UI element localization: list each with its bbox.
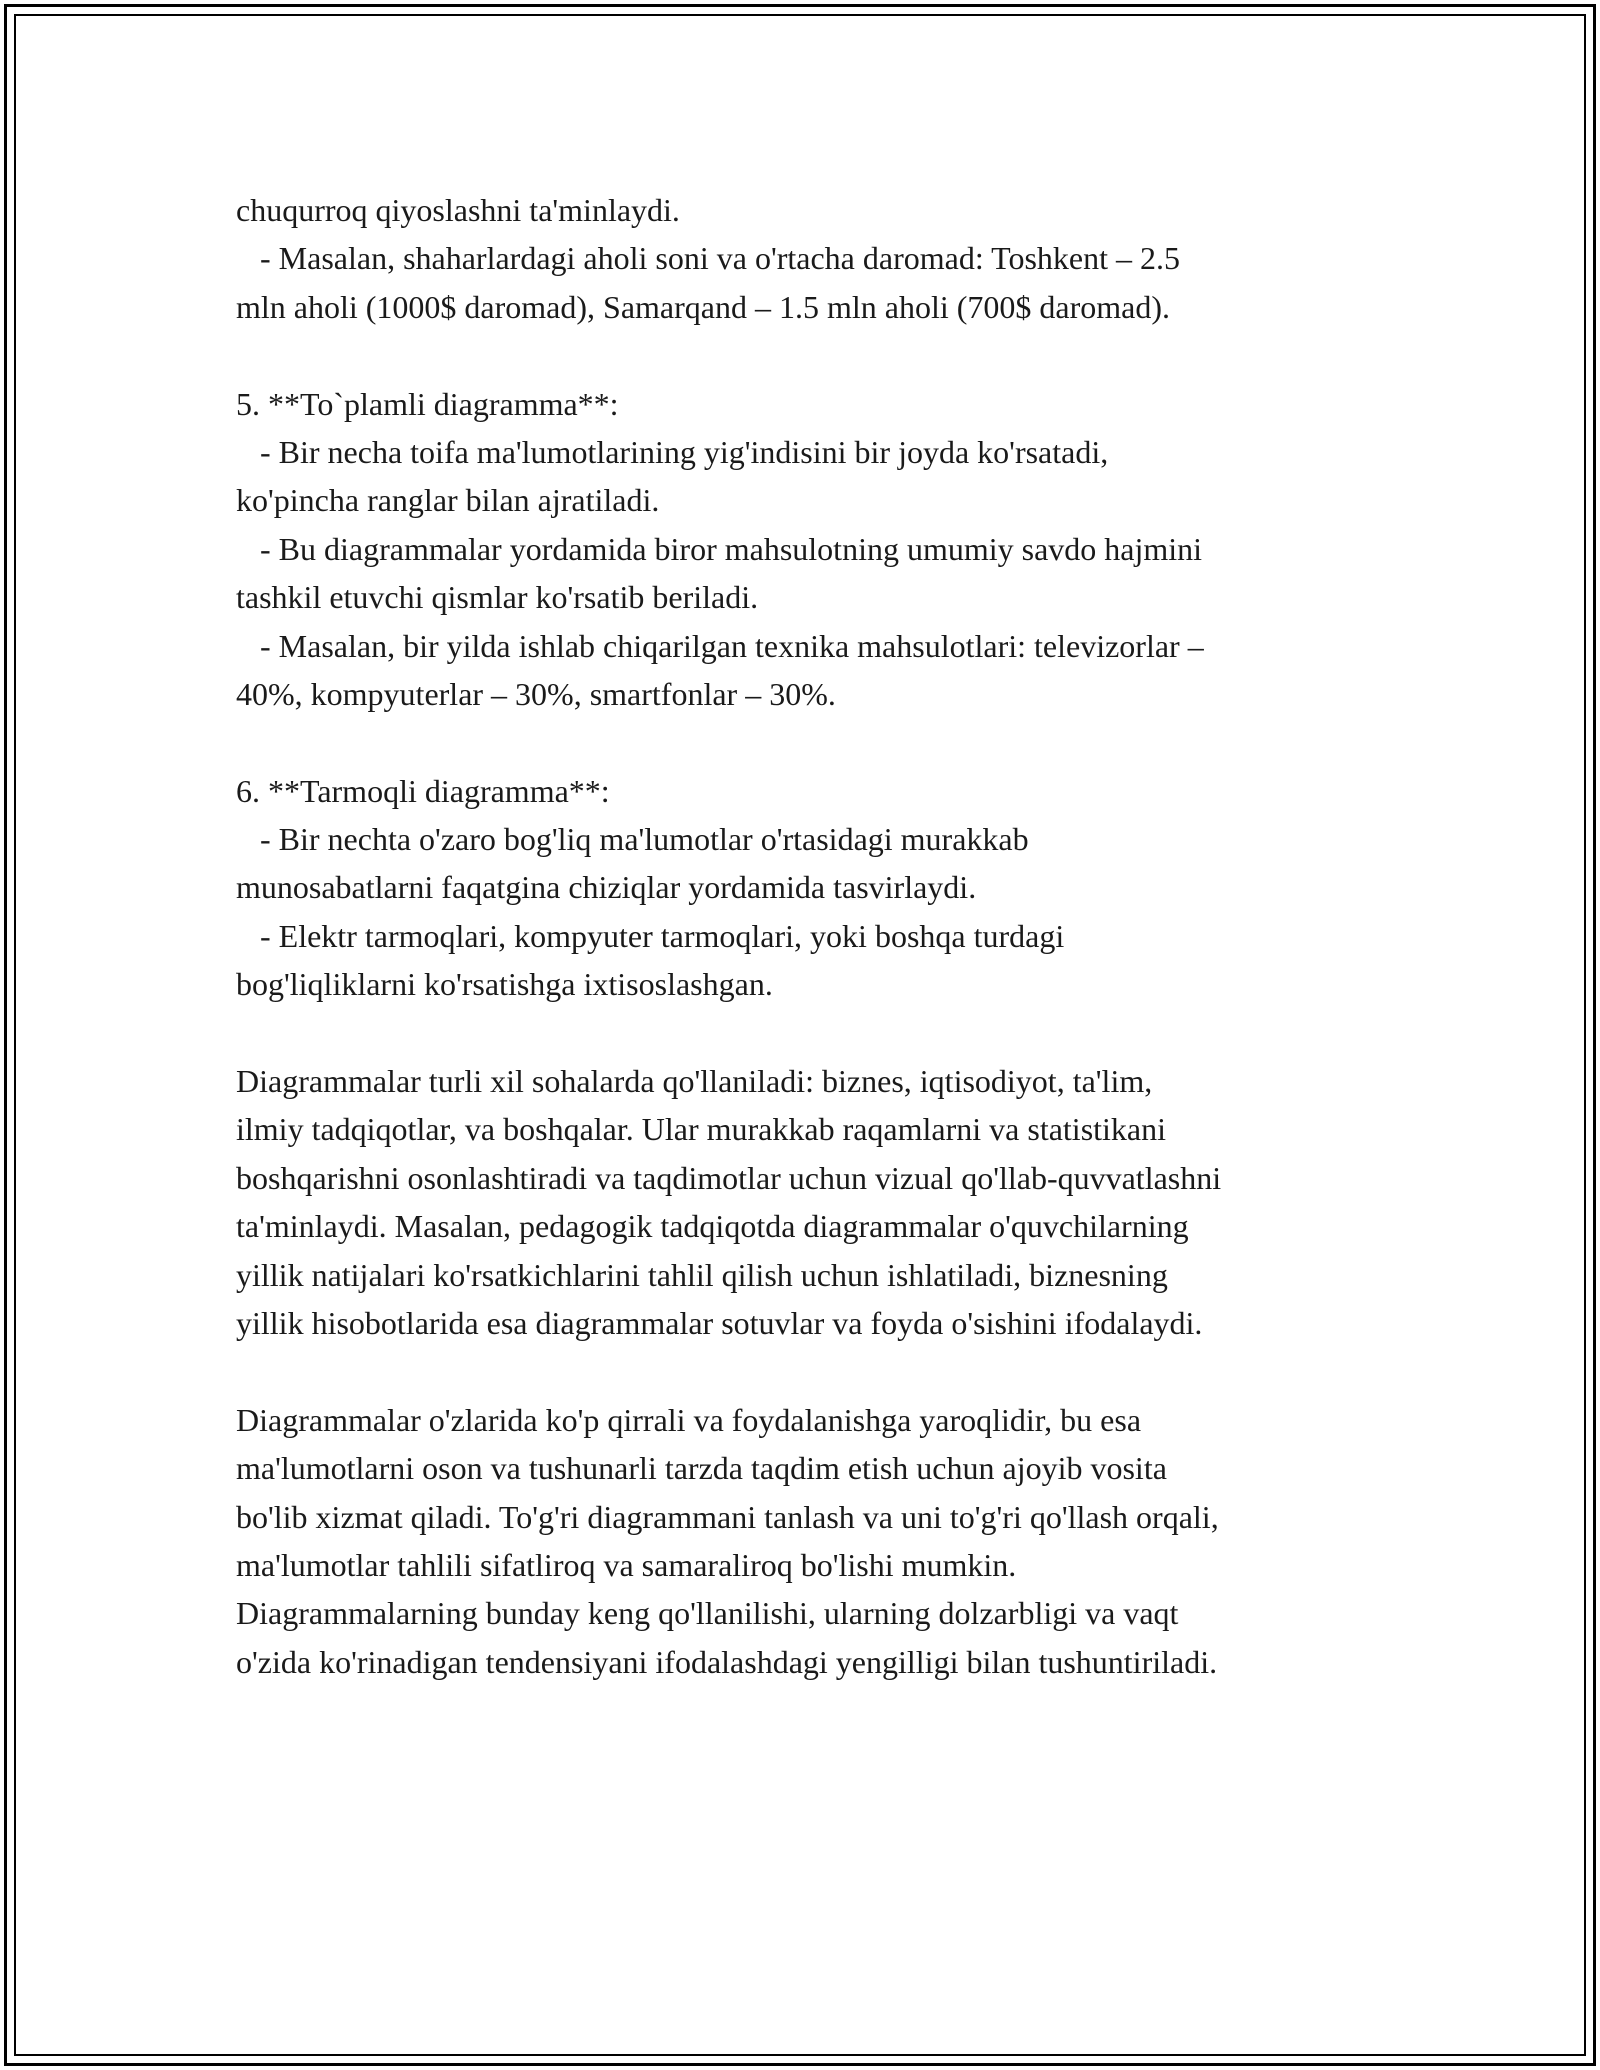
blank-line (236, 1009, 1386, 1057)
text-line: boshqarishni osonlashtiradi va taqdimotlar uchun vizual qo'llab-quvvatlashni (236, 1159, 1222, 1196)
text-line: yillik hisobotlarida esa diagrammalar sotuvlar va foyda o'sishini ifodalaydi. (236, 1304, 1203, 1341)
blank-line (236, 331, 1386, 379)
text-line: - Elektr tarmoqlari, kompyuter tarmoqlari, yoki boshqa turdagi (236, 917, 1065, 954)
text-line: ta'minlaydi. Masalan, pedagogik tadqiqotda diagrammalar o'quvchilarning (236, 1208, 1189, 1245)
text-line: ko'pincha ranglar bilan ajratiladi. (236, 482, 660, 519)
text-line: ma'lumotlarni oson va tushunarli tarzda taqdim etish uchun ajoyib vosita (236, 1450, 1167, 1487)
text-line: - Bir necha toifa ma'lumotlarining yig'indisini bir joyda ko'rsatadi, (236, 433, 1109, 470)
text-line: o'zida ko'rinadigan tendensiyani ifodalashdagi yengilligi bilan tushuntiriladi. (236, 1643, 1218, 1680)
text-line: 5. **To`plamli diagramma**: (236, 385, 619, 422)
text-line: - Masalan, bir yilda ishlab chiqarilgan texnika mahsulotlari: televizorlar – (236, 627, 1204, 664)
text-line: ma'lumotlar tahlili sifatliroq va samaraliroq bo'lishi mumkin. (236, 1546, 1017, 1583)
text-line: bog'liqliklarni ko'rsatishga ixtisoslashgan. (236, 966, 773, 1003)
text-line: - Bir nechta o'zaro bog'liq ma'lumotlar o'rtasidagi murakkab (236, 821, 1029, 858)
text-line: mln aholi (1000$ daromad), Samarqand – 1.5 mln aholi (700$ daromad). (236, 288, 1171, 325)
text-line: yillik natijalari ko'rsatkichlarini tahlil qilish uchun ishlatiladi, biznesning (236, 1256, 1168, 1293)
text-line: - Masalan, shaharlardagi aholi soni va o'rtacha daromad: Toshkent – 2.5 (236, 240, 1180, 277)
document-body (236, 186, 1386, 1686)
text-line: tashkil etuvchi qismlar ko'rsatib beriladi. (236, 579, 759, 616)
text-line: munosabatlarni faqatgina chiziqlar yordamida tasvirlaydi. (236, 869, 977, 906)
text-line: ilmiy tadqiqotlar, va boshqalar. Ular murakkab raqamlarni va statistikani (236, 1111, 1167, 1148)
text-line: 6. **Tarmoqli diagramma**: (236, 772, 610, 809)
blank-line (236, 1347, 1386, 1395)
blank-line (236, 718, 1386, 766)
text-line: 40%, kompyuterlar – 30%, smartfonlar – 30%. (236, 675, 836, 712)
text-line: - Bu diagrammalar yordamida biror mahsulotning umumiy savdo hajmini (236, 530, 1203, 567)
text-line: Diagrammalarning bunday keng qo'llanilishi, ularning dolzarbligi va vaqt (236, 1595, 1179, 1632)
text-line: bo'lib xizmat qiladi. To'g'ri diagrammani tanlash va uni to'g'ri qo'llash orqali, (236, 1498, 1219, 1535)
text-line: Diagrammalar turli xil sohalarda qo'llaniladi: biznes, iqtisodiyot, ta'lim, (236, 1063, 1153, 1100)
text-line: chuqurroq qiyoslashni ta'minlaydi. (236, 192, 680, 228)
text-line: Diagrammalar o'zlarida ko'p qirrali va foydalanishga yaroqlidir, bu esa (236, 1401, 1142, 1438)
